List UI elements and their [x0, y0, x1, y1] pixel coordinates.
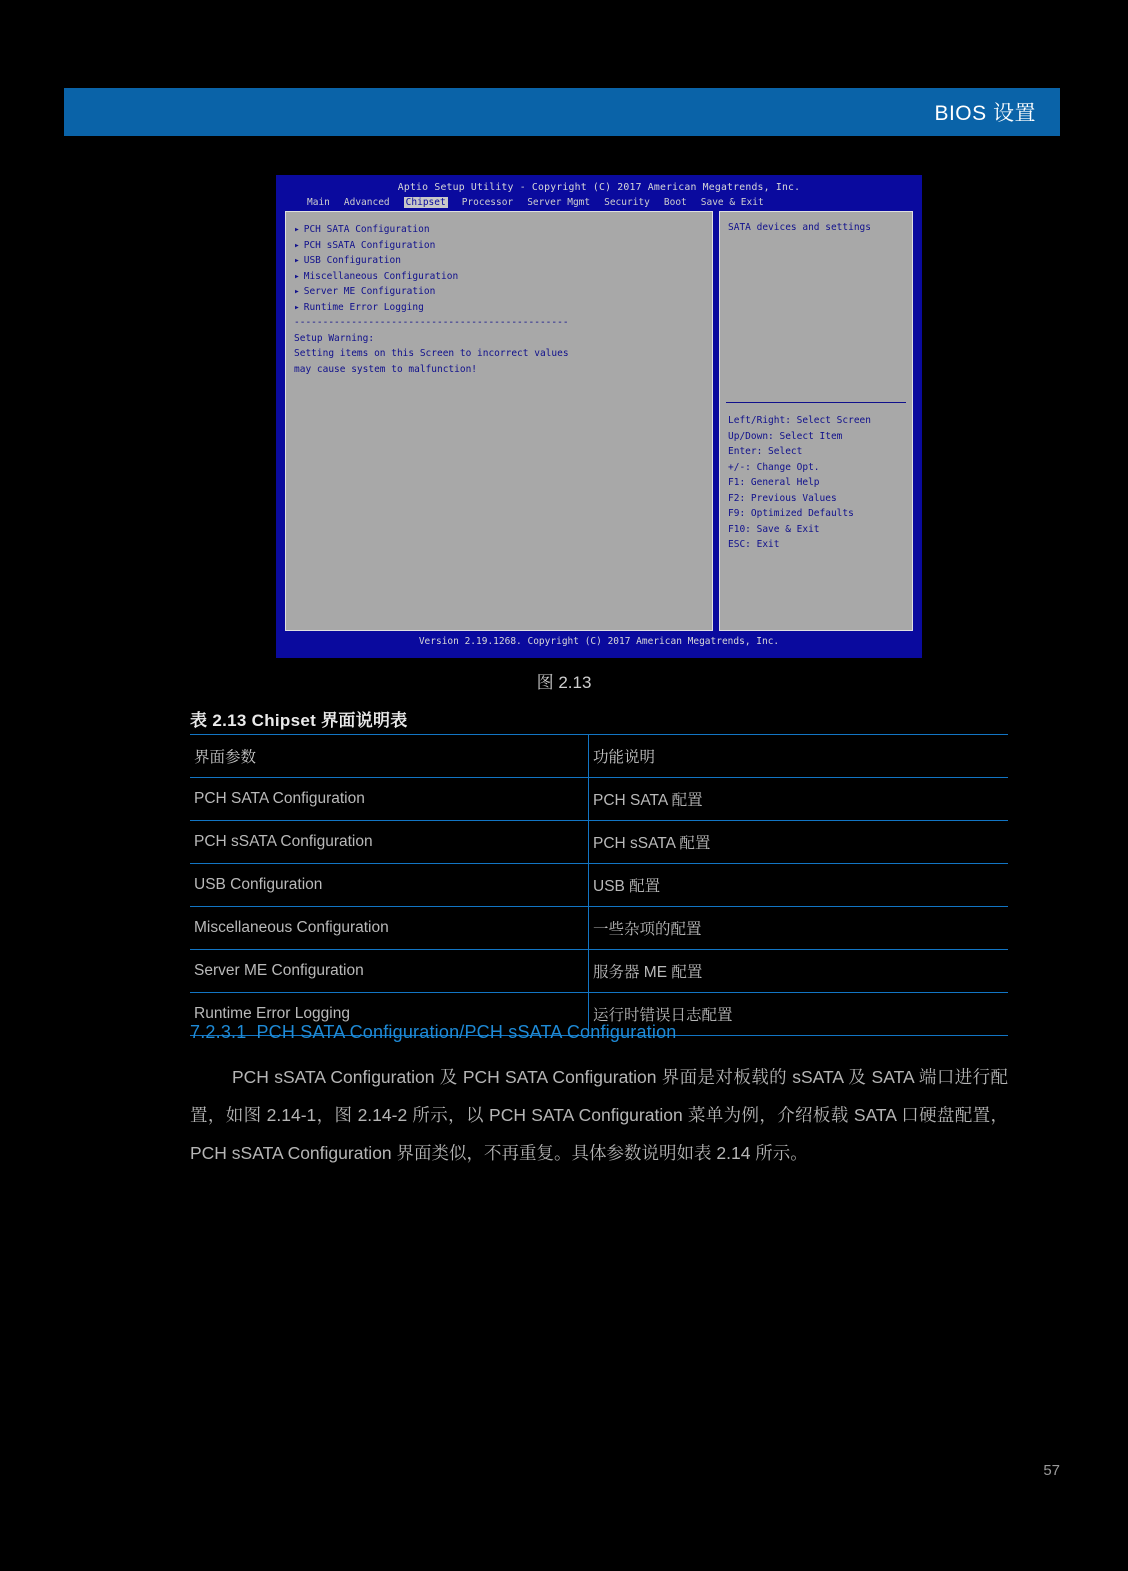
section-title: PCH SATA Configuration/PCH sSATA Configuration — [256, 1022, 677, 1042]
bios-key-f2: F2: Previous Values — [728, 492, 837, 504]
bios-key-left-right: Left/Right: Select Screen — [728, 415, 871, 426]
table-header-description: 功能说明 — [589, 735, 1009, 778]
figure-caption: 图 2.13 — [536, 673, 592, 692]
bios-key-plus-minus: +/-: Change Opt. — [728, 461, 820, 473]
table-header-row — [190, 735, 1008, 778]
bios-menu-main[interactable]: Main — [307, 197, 330, 208]
table-row — [190, 950, 1008, 993]
bios-item-label: Server ME Configuration — [303, 286, 436, 297]
bios-item-label: PCH SATA Configuration — [303, 224, 430, 235]
bios-item-server-me-configuration[interactable] — [294, 284, 704, 300]
table-cell-parameter: USB Configuration — [190, 864, 589, 907]
table-cell-description: USB 配置 — [589, 864, 1009, 907]
bios-item-pch-ssata-configuration[interactable] — [294, 238, 704, 254]
bios-version-footer: Version 2.19.1268. Copyright (C) 2017 American Megatrends, Inc. — [418, 636, 780, 647]
bios-menubar[interactable] — [277, 193, 921, 211]
table-cell-description: PCH SATA 配置 — [589, 778, 1009, 821]
bios-menu-processor[interactable]: Processor — [461, 197, 514, 208]
table-cell-description: PCH sSATA 配置 — [589, 821, 1009, 864]
bios-item-label: Miscellaneous Configuration — [303, 270, 459, 282]
bios-divider-line: ------------------------------------------------ — [294, 317, 569, 328]
table-cell-parameter: Miscellaneous Configuration — [190, 907, 589, 950]
table-row — [190, 778, 1008, 821]
bios-menu-security[interactable]: Security — [604, 197, 650, 208]
section-heading — [190, 1022, 677, 1043]
bios-key-f1: F1: General Help — [728, 477, 820, 488]
bios-key-f10: F10: Save & Exit — [728, 523, 820, 535]
triangle-right-icon: ▸ — [294, 224, 300, 235]
triangle-right-icon: ▸ — [294, 286, 300, 297]
table-row — [190, 821, 1008, 864]
bios-warning-line-2: Setting items on this Screen to incorrect values — [294, 348, 569, 359]
page-header-title: BIOS 设置 — [934, 102, 1036, 125]
table-cell-description: 服务器 ME 配置 — [589, 950, 1009, 993]
bios-help-description: SATA devices and settings — [728, 222, 871, 233]
bios-menu-save-exit[interactable]: Save & Exit — [700, 197, 764, 208]
bios-key-esc: ESC: Exit — [728, 539, 780, 550]
bios-menu-panel — [285, 211, 713, 631]
section-number: 7.2.3.1 — [190, 1022, 247, 1042]
bios-menu-boot[interactable]: Boot — [663, 197, 687, 208]
bios-item-pch-sata-configuration[interactable] — [294, 222, 704, 238]
bios-item-runtime-error-logging[interactable] — [294, 300, 704, 316]
bios-warning-line-3: may cause system to malfunction! — [294, 363, 478, 375]
triangle-right-icon: ▸ — [294, 270, 300, 282]
bios-item-label: Runtime Error Logging — [303, 301, 424, 313]
table-cell-parameter: Runtime Error Logging — [190, 993, 589, 1036]
table-header-parameter: 界面参数 — [190, 735, 589, 778]
page-header-banner — [64, 88, 1060, 136]
triangle-right-icon: ▸ — [294, 255, 300, 266]
bios-item-usb-configuration[interactable] — [294, 253, 704, 269]
bios-screenshot — [276, 175, 922, 658]
table-title: 表 2.13 Chipset 界面说明表 — [190, 711, 408, 730]
bios-menu-server-mgmt[interactable]: Server Mgmt — [527, 197, 591, 208]
triangle-right-icon: ▸ — [294, 301, 300, 313]
bios-help-keys — [720, 403, 912, 563]
bios-warning-line-1: Setup Warning: — [294, 332, 375, 344]
bios-key-up-down: Up/Down: Select Item — [728, 430, 843, 442]
table-cell-description: 运行时错误日志配置 — [589, 993, 1009, 1036]
bios-utility-title: Aptio Setup Utility - Copyright (C) 2017 American Megatrends, Inc. — [397, 182, 801, 193]
bios-help-panel — [719, 211, 913, 631]
bios-item-miscellaneous-configuration[interactable] — [294, 269, 704, 285]
table-row — [190, 864, 1008, 907]
table-cell-parameter: PCH SATA Configuration — [190, 778, 589, 821]
table-cell-parameter: Server ME Configuration — [190, 950, 589, 993]
bios-body — [285, 211, 913, 631]
triangle-right-icon: ▸ — [294, 239, 300, 251]
table-cell-parameter: PCH sSATA Configuration — [190, 821, 589, 864]
chipset-description-table — [190, 734, 1008, 1036]
bios-key-f9: F9: Optimized Defaults — [728, 508, 854, 519]
body-paragraph: PCH sSATA Configuration 及 PCH SATA Configuration 界面是对板载的 sSATA 及 SATA 端口进行配置，如图 2.14-1，图 2.14-2 所示，以 PCH SATA Configuration 菜单为例，介绍板载 SATA 口硬盘配置，PCH sSATA Configuration 界面类似，不再重复。具体参数说明如表 2.14 所示。 — [190, 1067, 1008, 1163]
bios-key-enter: Enter: Select — [728, 446, 803, 457]
page-number: 57 — [1043, 1462, 1060, 1479]
table-cell-description: 一些杂项的配置 — [589, 907, 1009, 950]
bios-item-label: USB Configuration — [303, 255, 401, 266]
table-row — [190, 907, 1008, 950]
bios-menu-chipset[interactable]: Chipset — [405, 197, 446, 208]
bios-item-label: PCH sSATA Configuration — [303, 239, 436, 251]
bios-menu-advanced[interactable]: Advanced — [343, 197, 390, 208]
